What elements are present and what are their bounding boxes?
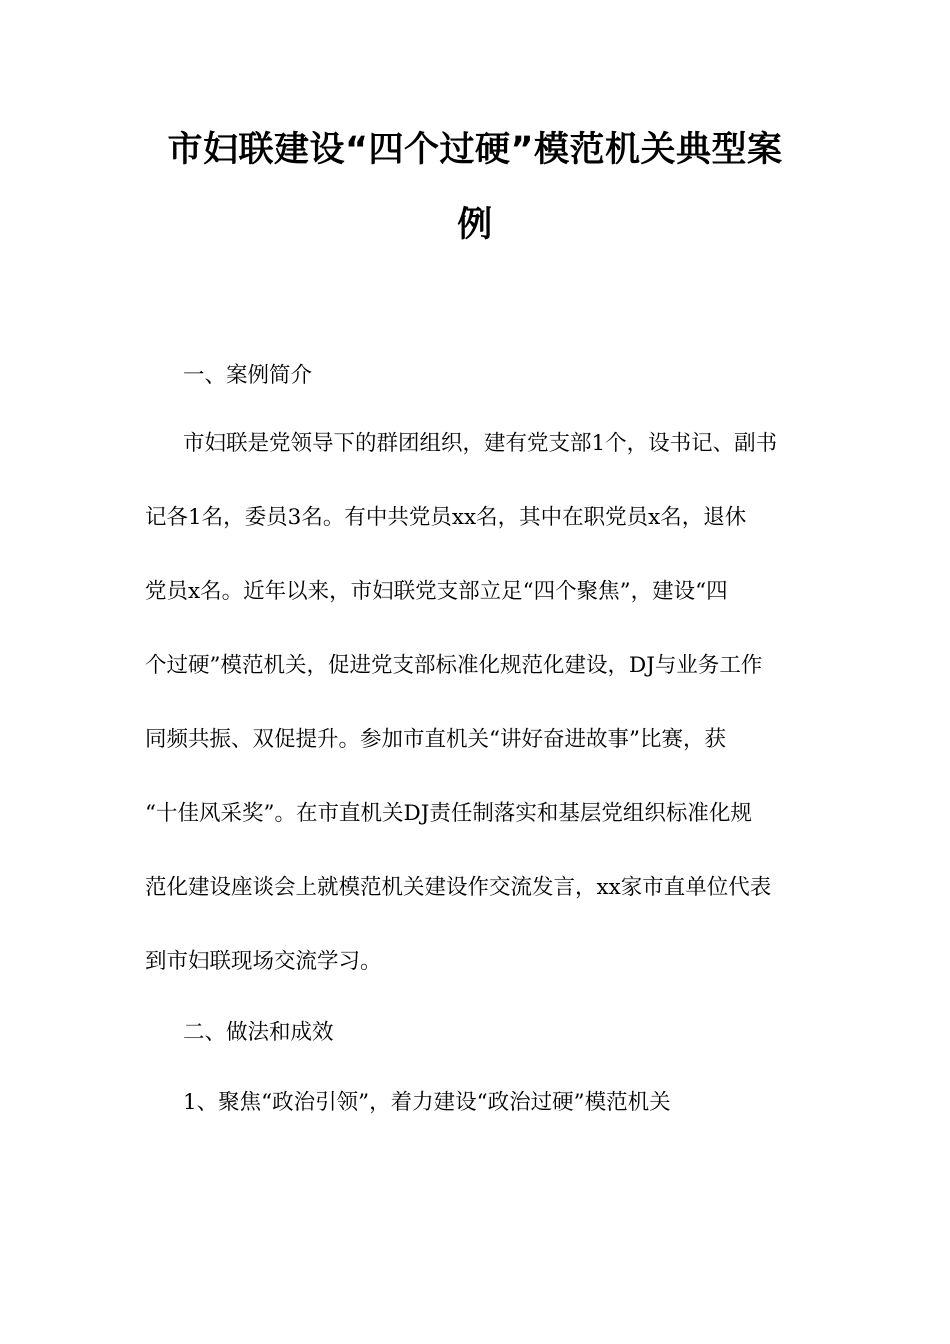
section-heading-methods-results: 二、做法和成效 bbox=[183, 1020, 334, 1045]
paragraph-line: 党员x名。近年以来，市妇联党支部立足“四个聚焦”，建设“四 bbox=[145, 579, 728, 604]
paragraph-line: “十佳风采奖”。在市直机关DJ责任制落实和基层党组织标准化规 bbox=[145, 801, 752, 826]
subsection-heading-political-leadership: 1、聚焦“政治引领”，着力建设“政治过硬”模范机关 bbox=[183, 1090, 671, 1115]
paragraph-line: 市妇联是党领导下的群团组织，建有党支部1个，设书记、副书 bbox=[183, 431, 778, 456]
section-heading-case-intro: 一、案例简介 bbox=[183, 363, 313, 388]
paragraph-line: 记各1名，委员3名。有中共党员xx名，其中在职党员x名，退休 bbox=[145, 505, 747, 530]
paragraph-line: 到市妇联现场交流学习。 bbox=[145, 949, 382, 974]
document-title-line-1: 市妇联建设“四个过硬”模范机关典型案 bbox=[167, 130, 783, 170]
paragraph-line: 个过硬”模范机关，促进党支部标准化规范化建设，DJ与业务工作 bbox=[145, 653, 763, 678]
document-title-line-2: 例 bbox=[457, 205, 493, 245]
paragraph-line: 范化建设座谈会上就模范机关建设作交流发言，xx家市直单位代表 bbox=[145, 875, 772, 900]
paragraph-line: 同频共振、双促提升。参加市直机关“讲好奋进故事”比赛，获 bbox=[145, 727, 726, 752]
